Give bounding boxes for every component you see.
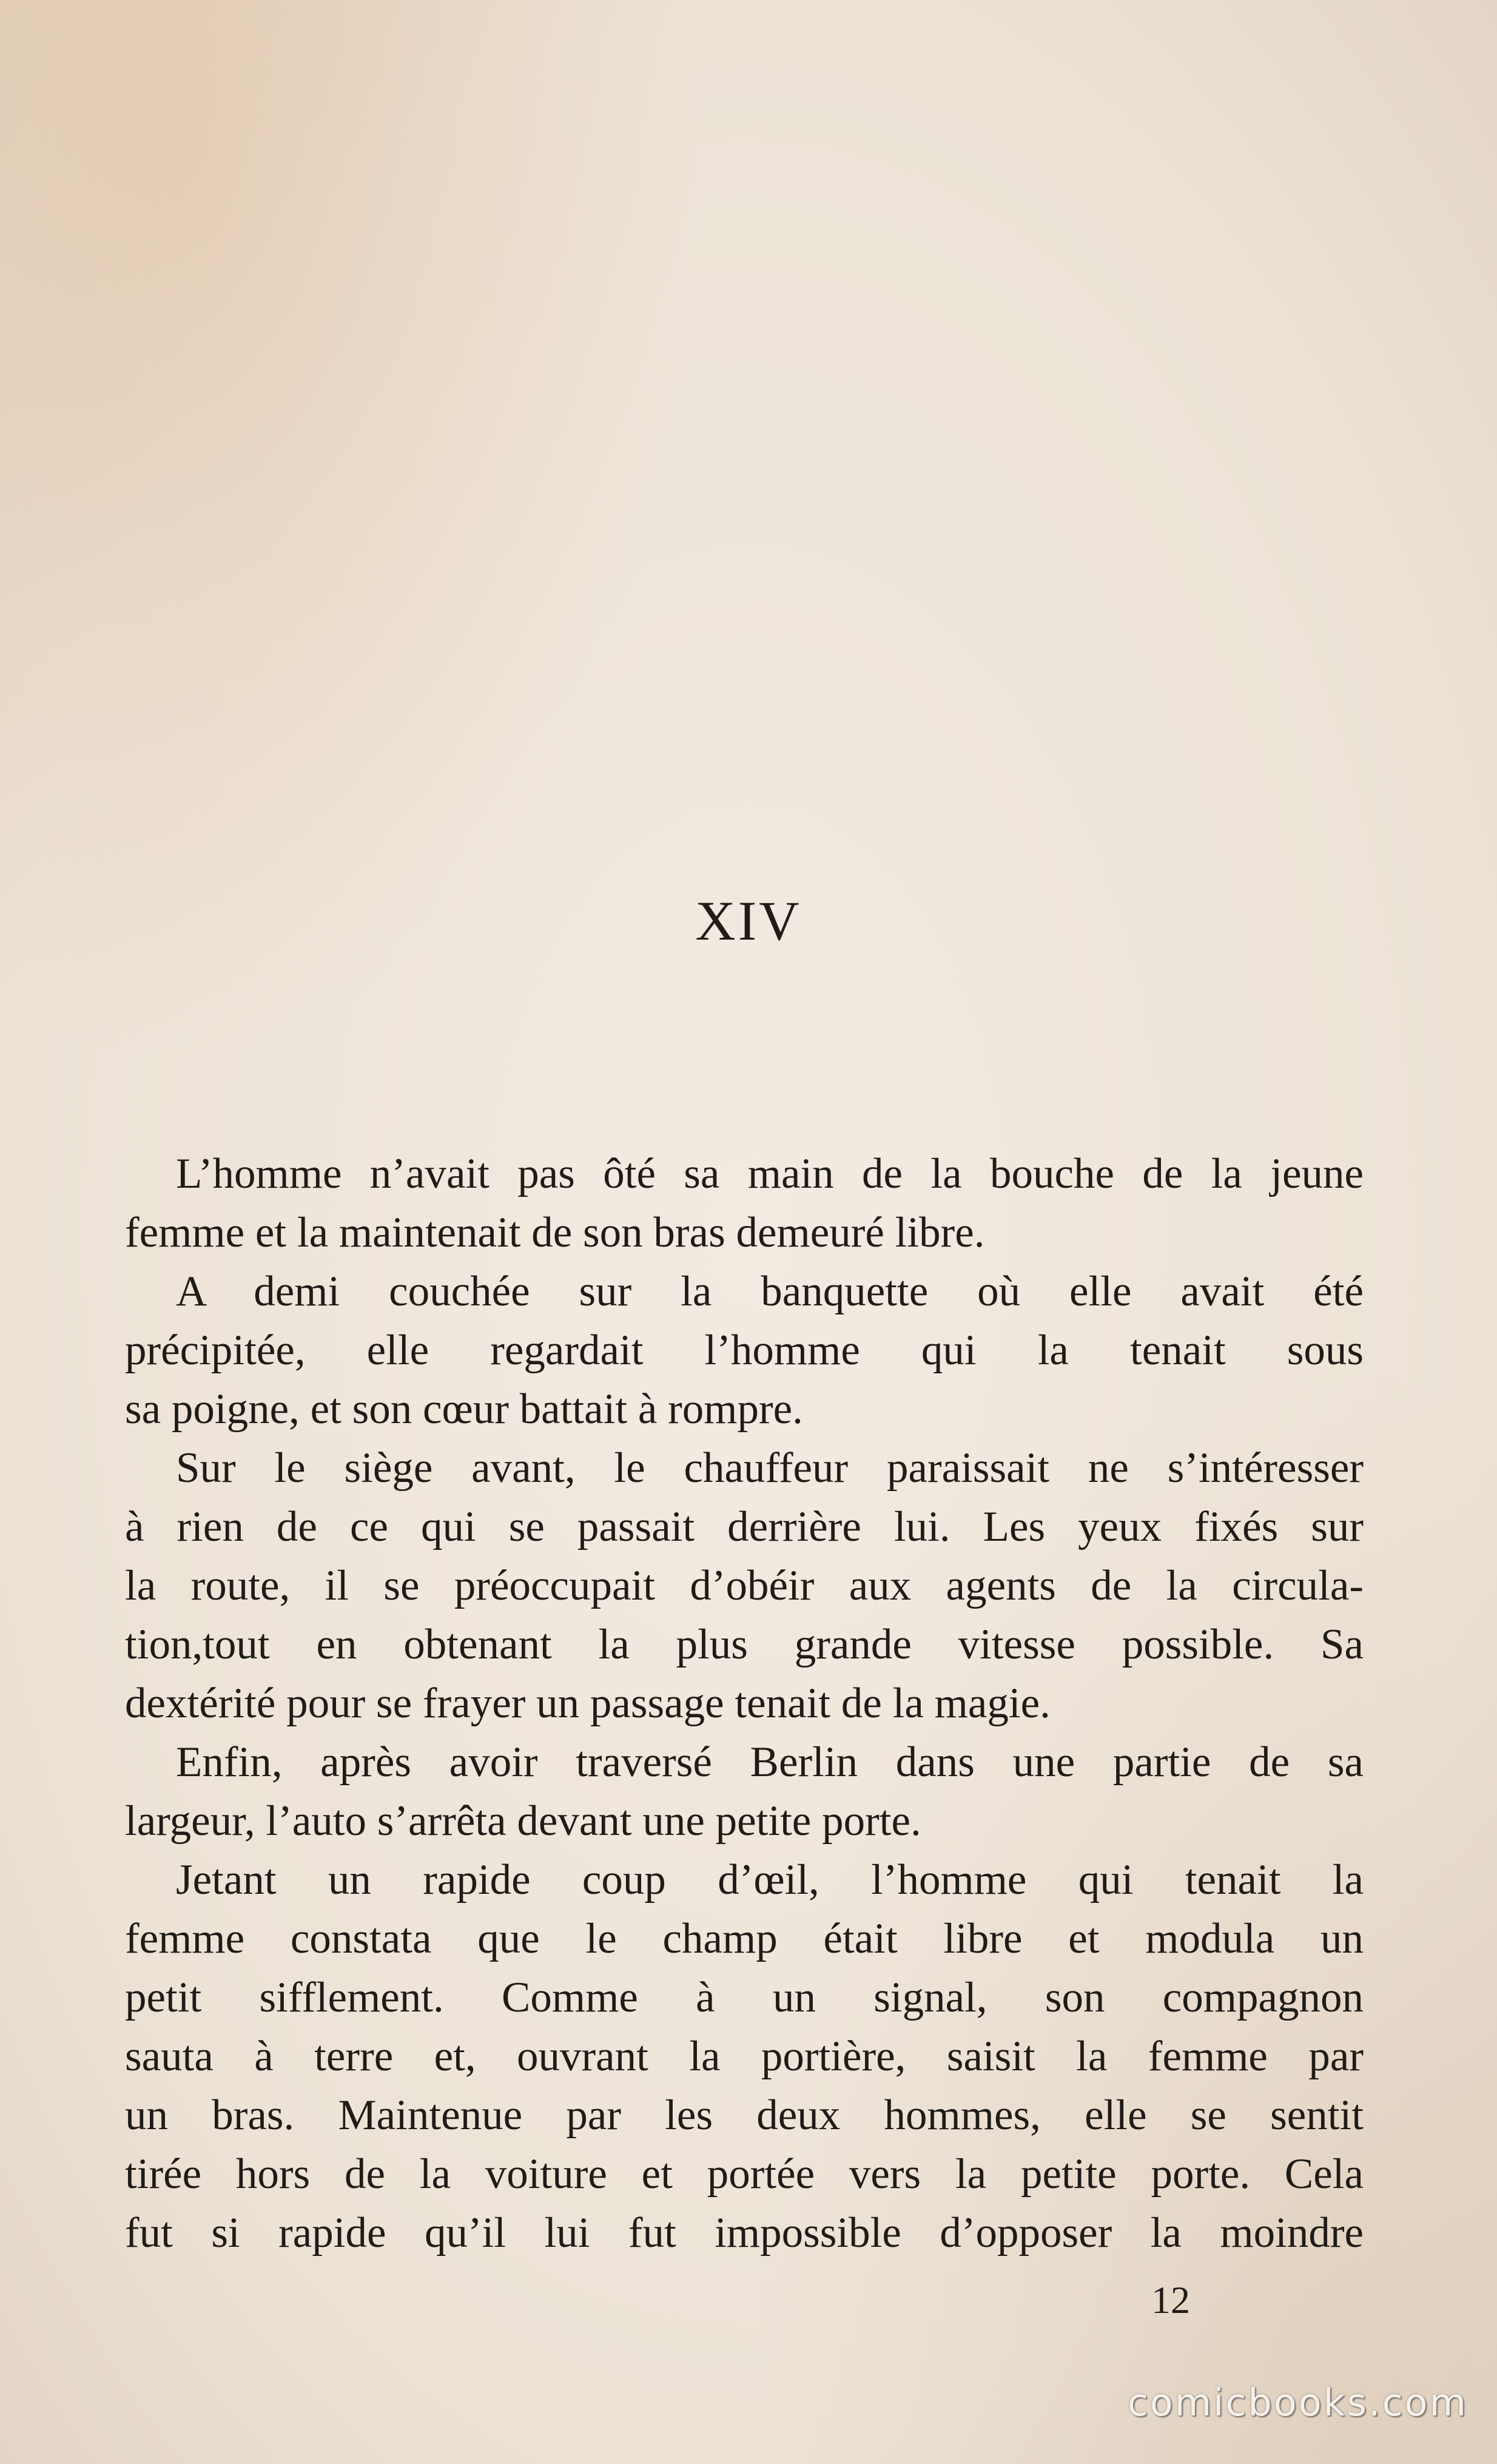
text-line: à rien de ce qui se passait derrière lui. Les yeux fixés sur: [125, 1503, 1364, 1550]
body-text: [125, 1145, 1364, 2263]
text-line: la route, il se préoccupait d’obéir aux agents de la circula-: [125, 1562, 1364, 1609]
text-line: fut si rapide qu’il lui fut impossible d’opposer la moindre: [125, 2209, 1364, 2257]
text-line: Sur le siège avant, le chauffeur paraissait ne s’intéresser: [176, 1444, 1364, 1492]
text-line: tion,tout en obtenant la plus grande vitesse possible. Sa: [125, 1621, 1364, 1668]
text-line: sauta à terre et, ouvrant la portière, saisit la femme par: [125, 2033, 1364, 2080]
text-line: femme constata que le champ était libre et modula un: [125, 1915, 1364, 1962]
text-line: précipitée, elle regardait l’homme qui la tenait sous: [125, 1327, 1364, 1374]
text-line: femme et la maintenait de son bras demeuré libre.: [125, 1209, 985, 1256]
text-line: petit sifflement. Comme à un signal, son compagnon: [125, 1974, 1364, 2021]
text-line: Jetant un rapide coup d’œil, l’homme qui tenait la: [176, 1856, 1364, 1904]
text-line: largeur, l’auto s’arrêta devant une petite porte.: [125, 1797, 921, 1845]
chapter-heading: XIV: [695, 890, 802, 952]
text-line: A demi couchée sur la banquette où elle avait été: [176, 1268, 1364, 1315]
text-line: Enfin, après avoir traversé Berlin dans une partie de sa: [176, 1739, 1364, 1786]
watermark: comicbooks.com: [1127, 2380, 1468, 2425]
page-number: 12: [1151, 2278, 1190, 2321]
text-line: sa poigne, et son cœur battait à rompre.: [125, 1385, 803, 1433]
text-line: tirée hors de la voiture et portée vers la petite porte. Cela: [125, 2150, 1364, 2198]
text-line: L’homme n’avait pas ôté sa main de la bouche de la jeune: [176, 1150, 1364, 1197]
text-line: un bras. Maintenue par les deux hommes, elle se sentit: [125, 2092, 1364, 2139]
text-line: dextérité pour se frayer un passage tenait de la magie.: [125, 1680, 1051, 1727]
